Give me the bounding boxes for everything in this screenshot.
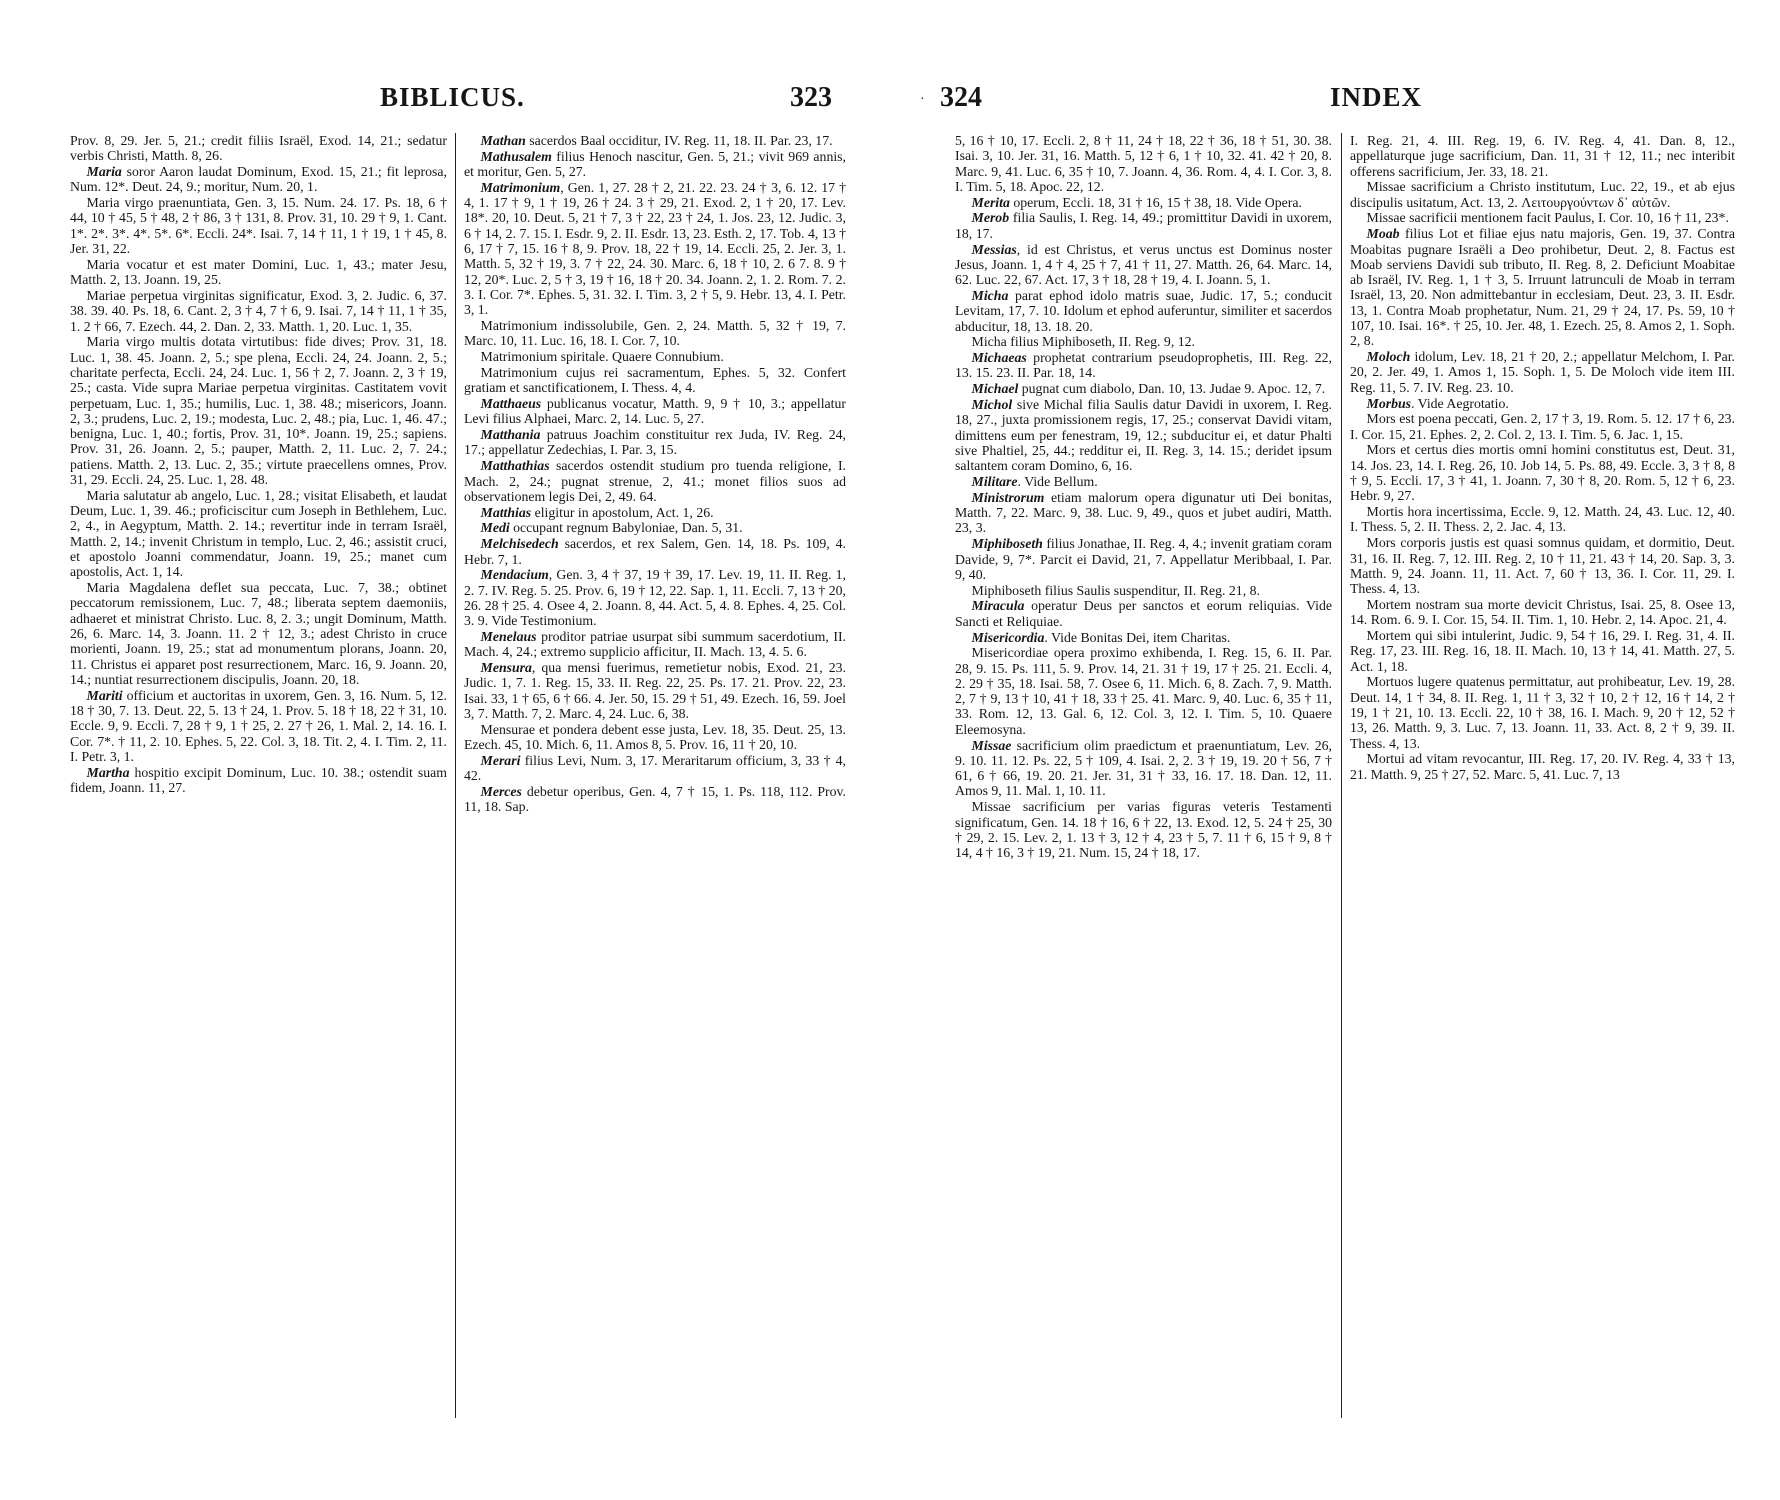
index-entry [464, 722, 846, 753]
running-head-title: INDEX [1330, 82, 1423, 112]
entry-text: prophetat contrarium pseudoprophetis, III. Reg. 22, 13. 15. 23. II. Par. 18, 14. [955, 350, 1332, 381]
index-entry [955, 738, 1332, 799]
entry-text: . Vide Bellum. [1017, 474, 1098, 490]
entry-text: filia Saulis, I. Reg. 14, 49.; promittitur Davidi in uxorem, 18, 17. [955, 210, 1332, 241]
entry-text: patruus Joachim constituitur rex Juda, IV. Reg. 24, 17.; appellatur Zedechias, I. Par. 3, 15. [464, 427, 846, 458]
index-entry [955, 334, 1332, 349]
index-column [955, 133, 1332, 1423]
index-entry [1350, 674, 1735, 750]
index-entry [955, 645, 1332, 737]
index-entry [70, 195, 447, 256]
index-entry [955, 536, 1332, 582]
index-entry [955, 350, 1332, 381]
entry-headword: Ministrorum [971, 489, 1045, 505]
entry-headword: Mensura [480, 660, 532, 676]
entry-text: Mortui ad vitam revocantur, III. Reg. 17, 20. IV. Reg. 4, 33 † 13, 21. Matth. 9, 25 † 27, 52. Marc. 5, 41. Luc. 7, 13 [1350, 751, 1735, 782]
index-entry [464, 396, 846, 427]
entry-text: Matrimonium cujus rei sacramentum, Ephes. 5, 32. Confert gratiam et sanctificationem, I. Thess. 4, 4. [464, 364, 846, 396]
index-entry [1350, 349, 1735, 395]
entry-text: Mortis hora incertissima, Eccle. 9, 12. Matth. 24, 43. Luc. 12, 40. I. Thess. 5, 2. II. Thess. 2, 2. Jac. 4, 13. [1350, 504, 1735, 535]
entry-text: Missae sacrificii mentionem facit Paulus, I. Cor. 10, 16 † 11, 23*. [1366, 210, 1729, 226]
index-entry [70, 164, 447, 195]
index-entry [464, 660, 846, 721]
entry-text: . Vide Bonitas Dei, item Charitas. [1044, 629, 1231, 645]
index-entry [464, 567, 846, 628]
index-entry [955, 195, 1332, 210]
entry-text: occupant regnum Babyloniae, Dan. 5, 31. [509, 520, 743, 536]
entry-text: Maria vocatur et est mater Domini, Luc. 1, 43.; mater Jesu, Matth. 2, 13. Joann. 19, 25. [70, 256, 447, 288]
entry-text: officium et auctoritas in uxorem, Gen. 3, 16. Num. 5, 12. 18 † 30, 7. 13. Deut. 22, 5. 13 † 24, 1. Prov. 5. 18 † 18, 22 † 31, 10. Eccle. 9, 9. Eccli. 7, 28 † 9, 1 † 25, 2. 27 † 26, 1. Mal. 2, 14. 16. I. Cor. 7*. † 11, 2. 10. Ephes. 5, 22. Col. 3, 18. Tit. 2, 4. I. Tim. 2, 11. I. Petr. 3, 1. [70, 687, 447, 764]
entry-headword: Missae [971, 737, 1012, 753]
index-entry [70, 133, 447, 164]
entry-text: debetur operibus, Gen. 4, 7 † 15, 1. Ps. 118, 112. Prov. 11, 18. Sap. [464, 783, 846, 815]
index-entry [955, 397, 1332, 473]
index-entry [955, 799, 1332, 860]
entry-headword: Martha [86, 764, 130, 780]
entry-text: sacerdos ostendit studium pro tuenda religione, I. Mach. 2, 24.; pugnat strenue, 2, 41.; monet filios suos ad observationem legis Dei, 2, 49. 64. [464, 458, 846, 504]
running-head-title: BIBLICUS. [380, 82, 525, 112]
entry-headword: Morbus [1366, 395, 1412, 411]
entry-text: Mortem nostram sua morte devicit Christus, Isai. 25, 8. Osee 13, 14. Rom. 6. 9. I. Cor. 15, 54. II. Tim. 1, 10. Hebr. 2, 14. Apoc. 21, 4. [1350, 596, 1735, 628]
entry-headword: Matrimonium [480, 179, 561, 195]
index-entry [464, 180, 846, 318]
index-entry [70, 288, 447, 334]
entry-headword: Mathan [480, 133, 526, 148]
index-entry [464, 365, 846, 396]
index-entry [464, 753, 846, 784]
entry-text: Micha filius Miphiboseth, II. Reg. 9, 12. [971, 334, 1195, 350]
entry-text: , Gen. 1, 27. 28 † 2, 21. 22. 23. 24 † 3, 6. 12. 17 † 4, 1. 17 † 9, 1 † 19, 26 † 24. 3 † 29, 21. Exod. 2, 1 † 20, 17. Lev. 18*. 20, 10. Deut. 5, 21 † 7, 3 † 22, 23 † 24, 1. Jos. 23, 12. Judic. 3, 6 † 14, 2. 7. 15. I. Esdr. 9, 2. II. Esdr. 13, 23. Esth. 2, 17. Tob. 4, 13 † 6, 17 † 7, 15. 16 † 8, 9. Prov. 18, 22 † 19, 14. Eccli. 25, 2. Jer. 3, 1. Matth. 5, 32 † 19, 3. 7 † 22, 24. 30. Marc. 6, 18 † 10, 2. 6 7. 8. 9 † 12, 20*. Luc. 2, 5 † 3, 19 † 16, 18 † 20. 34. Joann. 2, 1. 2. Rom. 7. 2. 3. I. Cor. 7*. Ephes. 5, 31. 32. I. Tim. 3, 2 † 5, 9. Hebr. 13, 4. I. Petr. 3, 1. [464, 179, 846, 318]
entry-text: Miphiboseth filius Saulis suspenditur, II. Reg. 21, 8. [971, 582, 1260, 598]
entry-text: parat ephod idolo matris suae, Judic. 17, 5.; conducit Levitam, 17, 7. 10. Idolum et ephod auferuntur, similiter et sacerdos abducitur, 18, 13. 18. 20. [955, 287, 1332, 334]
entry-headword: Micha [971, 287, 1009, 303]
entry-text: publicanus vocatur, Matth. 9, 9 † 10, 3.; appellatur Levi filius Alphaei, Marc. 2, 14. Luc. 5, 27. [464, 396, 846, 427]
entry-text: filius Levi, Num. 3, 17. Meraritarum officium, 3, 33 † 4, 42. [464, 752, 846, 784]
index-entry [955, 490, 1332, 536]
entry-headword: Merces [480, 783, 522, 799]
entry-headword: Medi [480, 520, 510, 536]
index-entry [70, 334, 447, 487]
index-entry [464, 149, 846, 180]
entry-headword: Matthaeus [480, 396, 542, 412]
entry-text: sacerdos, et rex Salem, Gen. 14, 18. Ps. 109, 4. Hebr. 7, 1. [464, 536, 846, 567]
index-entry [1350, 411, 1735, 442]
entry-headword: Michol [971, 397, 1013, 413]
index-entry [1350, 628, 1735, 674]
entry-headword: Merita [971, 194, 1010, 210]
page-number: 323 [790, 82, 832, 113]
entry-text: Maria virgo multis dotata virtutibus: fide dives; Prov. 31, 18. Luc. 1, 38. 45. Joann. 2, 5.; spe plena, Eccli. 24, 24. Joann. 2, 5.; charitate perfecta, Eccli. 24, 24. Luc. 1, 56 † 2, 7. Joann. 2, 3 † 19, 25.; casta. Vide supra Mariae perpetua virginitas. Castitatem vovit perpetuam, Luc. 1, 35.; humilis, Luc. 1, 38. 48.; misericors, Joann. 2, 3.; prudens, Luc. 2, 19.; modesta, Luc. 2, 48.; pia, Luc. 1, 46. 47.; benigna, Luc. 1, 40.; fortis, Prov. 31, 10*. Joann. 19, 25.; sapiens. Prov. 31, 26. Joann. 2, 5.; pauper, Matth. 2, 11. Luc. 2, 7. 24.; patiens. Matth. 2, 13. Luc. 2, 35.; virtute praecellens omnes, Prov. 31, 29. Eccli. 24, 25. Luc. 1, 28. 48. [70, 334, 447, 488]
entry-text: , qua mensi fuerimus, remetietur nobis, Exod. 21, 23. Judic. 1, 7. 1. Reg. 15, 33. II. Reg. 22, 25. Ps. 17. 21. Prov. 22, 23. Isai. 33, 1 † 65, 6 † 66. 4. Jer. 50, 15. 29 † 51, 49. Ezech. 16, 59. Joel 3, 7. Matth. 7, 2. Marc. 4, 24. Luc. 6, 38. [464, 660, 846, 721]
entry-headword: Moab [1366, 226, 1400, 242]
index-column [1350, 133, 1735, 1423]
entry-text: Missae sacrificium a Christo institutum, Luc. 22, 19., et ab ejus discipulis usitatum, Act. 13, 2. Λειτουργούντων δ᾽ αὐτῶν. [1350, 179, 1735, 210]
index-entry [1350, 396, 1735, 411]
entry-text: Mors et certus dies mortis omni homini constitutus est, Deut. 31, 14. Jos. 23, 14. I. Reg. 26, 10. Job 14, 5. Ps. 88, 49. Eccle. 3, 3 † 8, 8 † 9, 5. Eccli. 17, 3 † 41, 1. Joann. 7, 30 † 8, 20. Rom. 5, 12 † 6, 23. Hebr. 9, 27. [1350, 442, 1735, 504]
entry-text: proditor patriae usurpat sibi summum sacerdotium, II. Mach. 4, 24.; extremo supplicio afficitur, II. Mach. 13, 4. 5. 6. [464, 629, 846, 660]
index-entry [1350, 210, 1735, 225]
entry-text: Mensurae et pondera debent esse justa, Lev. 18, 35. Deut. 25, 13. Ezech. 45, 10. Mich. 6, 11. Amos 8, 5. Prov. 16, 11 † 20, 10. [464, 721, 846, 753]
index-entry [464, 133, 846, 148]
column-rule [1341, 133, 1342, 1418]
index-entry [1350, 226, 1735, 348]
entry-text: , Gen. 3, 4 † 37, 19 † 39, 17. Lev. 19, 11. II. Reg. 1, 2. 7. IV. Reg. 5. 25. Prov. 6, 19 † 12, 22. Sap. 1, 11. Eccli. 7, 13 † 20, 26. 28 † 25. 4. Osee 4, 2. Joann. 8, 44. Act. 5, 4. 8. Ephes. 4, 25. Col. 3. 9. Vide Testimonium. [464, 567, 846, 629]
entry-headword: Mariti [86, 687, 123, 703]
index-entry [464, 629, 846, 660]
entry-headword: Matthias [480, 504, 532, 520]
index-entry [955, 474, 1332, 489]
index-entry [1350, 179, 1735, 210]
index-entry [1350, 535, 1735, 596]
index-entry [464, 505, 846, 520]
entry-headword: Menelaus [480, 629, 537, 644]
entry-text: filius Lot et filiae ejus natu majoris, Gen. 19, 37. Contra Moabitas pugnare Israëli a Deo prohibetur, Deut. 2, 8. Factus est Moab serviens Davidi sub tributo, II. Reg. 8, 2. Deficiunt Moabitae ab Israël, IV. Reg. 1, 1 † 3, 5. Irruunt latrunculi de Moab in terram Israël, 13, 20. Non admittebantur in ecclesiam, Deut. 23, 3. II. Esdr. 13, 1. Contra Moab prophetatur, Num. 21, 29 † 24, 17. Ps. 59, 10 † 107, 10. Isai. 16*. † 25, 10. Jer. 48, 1. Ezech. 25, 8. Amos 2, 1. Soph. 2, 8. [1350, 226, 1735, 349]
index-column [464, 133, 846, 1423]
entry-text: Prov. 8, 29. Jer. 5, 21.; credit filiis Israël, Exod. 14, 21.; sedatur verbis Christi, Matth. 8, 26. [70, 133, 447, 164]
index-entry [955, 288, 1332, 334]
page-mark: · [920, 92, 925, 107]
entry-text: sacerdos Baal occiditur, IV. Reg. 11, 18. II. Par. 23, 17. [525, 133, 833, 148]
index-entry [70, 688, 447, 764]
index-entry [955, 630, 1332, 645]
entry-text: Mortem qui sibi intulerint, Judic. 9, 54 † 16, 29. I. Reg. 31, 4. II. Reg. 17, 23. III. Reg. 16, 18. II. Mach. 10, 13 † 14, 41. Matth. 27, 5. Act. 1, 18. [1350, 628, 1735, 674]
entry-headword: Misericordia [971, 629, 1045, 645]
entry-text: idolum, Lev. 18, 21 † 20, 2.; appellatur Melchom, I. Par. 20, 2. Jer. 49, 1. Amos 1, 15. Soph. 1, 5. De Moloch vide item III. Reg. 11, 5. 7. IV. Reg. 23. 10. [1350, 349, 1735, 395]
entry-headword: Mendacium [480, 567, 549, 583]
index-entry [464, 349, 846, 364]
index-entry [1350, 504, 1735, 535]
index-column [70, 133, 447, 1423]
entry-text: Misericordiae opera proximo exhibenda, I. Reg. 15, 6. II. Par. 28, 9. 15. Ps. 111, 5. 9. Prov. 14, 21. 31 † 19, 17 † 25. 21. Eccli. 4, 2. 29 † 35, 18. Isai. 58, 7. Osee 6, 11. Mich. 6, 8. Zach. 7, 9. Matth. 2, 7 † 9, 13 † 10, 41 † 18, 33 † 25. 41. Marc. 9, 40. Luc. 6, 35 † 11, 33. Rom. 12, 13. Gal. 6, 12. Col. 3, 12. I. Tim. 5, 10. Quaere Eleemosyna. [955, 645, 1332, 737]
entry-text: sacrificium olim praedictum et praenuntiatum, Lev. 26, 9. 10. 11. 12. Ps. 22, 5 † 109, 4. Isai. 2, 2. 3 † 19, 19. 20 † 56, 7 † 61, 6 † 66, 19. 20. 21. Jer. 31, 31 † 33, 16. 17. 18. Dan. 12, 11. Amos 9, 11. Mal. 1, 10. 11. [955, 737, 1332, 799]
index-entry [955, 242, 1332, 288]
index-entry [1350, 751, 1735, 782]
entry-text: etiam malorum opera digunatur uti Dei bonitas, Matth. 7, 22. Marc. 9, 38. Luc. 9, 49., quos et jubet audiri, Matth. 23, 3. [955, 489, 1332, 536]
index-entry [464, 784, 846, 815]
entry-headword: Miphiboseth [971, 536, 1043, 552]
entry-text: Matrimonium spiritale. Quaere Connubium. [480, 349, 724, 365]
index-entry [1350, 597, 1735, 628]
entry-text: Mors est poena peccati, Gen. 2, 17 † 3, 19. Rom. 5. 12. 17 † 6, 23. I. Cor. 15, 21. Ephes. 2, 2. Col. 2, 13. I. Tim. 5, 6. Jac. 1, 15. [1350, 411, 1735, 442]
entry-headword: Mathusalem [480, 148, 552, 164]
index-entry [464, 427, 846, 458]
page-number: 324 [940, 82, 982, 113]
index-entry [464, 318, 846, 349]
entry-headword: Matthathias [480, 458, 550, 474]
index-entry [70, 488, 447, 580]
entry-text: filius Henoch nascitur, Gen. 5, 21.; vivit 969 annis, et moritur, Gen. 5, 27. [464, 148, 846, 180]
entry-text: , id est Christus, et verus unctus est Dominus noster Jesus, Joann. 1, 4 † 4, 25 † 7, 41 † 11, 27. Matth. 26, 64. Marc. 14, 62. Luc. 22, 67. Act. 17, 3 † 18, 28 † 19, 4. I. Joann. 5, 1. [955, 241, 1332, 288]
entry-text: Maria salutatur ab angelo, Luc. 1, 28.; visitat Elisabeth, et laudat Deum, Luc. 1, 39. 46.; proficiscitur cum Joseph in Bethlehem, Luc. 2, 4., in Aegyptum, Matth. 2. 14.; revertitur inde in terram Israël, Matth. 2, 14.; invenit Christum in templo, Luc. 2, 46.; assistit cruci, et apostolo Joanni commendatur, Joann. 19, 25.; manet cum apostolis, Act. 1, 14. [70, 487, 447, 580]
entry-text: pugnat cum diabolo, Dan. 10, 13. Judae 9. Apoc. 12, 7. [1018, 381, 1326, 397]
entry-headword: Militare [971, 474, 1018, 490]
index-entry [1350, 442, 1735, 503]
entry-text: . Vide Aegrotatio. [1411, 395, 1509, 411]
entry-headword: Merob [971, 210, 1010, 226]
entry-text: I. Reg. 21, 4. III. Reg. 19, 6. IV. Reg. 4, 41. Dan. 8, 12., appellaturque juge sacrificium, Dan. 11, 31 † 12, 11.; nec interibit offerens sacrificium, Jer. 33, 18. 21. [1350, 133, 1735, 179]
index-entry [70, 765, 447, 796]
index-entry [464, 458, 846, 504]
entry-text: Maria virgo praenuntiata, Gen. 3, 15. Num. 24. 17. Ps. 18, 6 † 44, 10 † 45, 5 † 48, 2 † 86, 3 † 131, 8. Prov. 31, 10. 29 † 9, 1. Cant. 1*. 2*. 3*. 4*. 5*. 6*. Eccli. 24*. Isai. 7, 14 † 11, 1 † 19, 1 † 45, 8. Jer. 31, 22. [70, 195, 447, 257]
index-entry [464, 536, 846, 567]
index-entry [1350, 133, 1735, 179]
index-entry [955, 598, 1332, 629]
entry-headword: Messias [971, 241, 1017, 257]
entry-headword: Melchisedech [480, 536, 559, 552]
entry-text: soror Aaron laudat Dominum, Exod. 15, 21.; fit leprosa, Num. 12*. Deut. 24, 9.; moritur, Num. 20, 1. [70, 164, 447, 195]
index-entry [70, 580, 447, 687]
entry-text: Mortuos lugere quatenus permittatur, aut prohibeatur, Lev. 19, 28. Deut. 14, 1 † 34, 8. II. Reg. 1, 11 † 3, 32 † 10, 2 † 12, 16 † 14, 2 † 19, 1 † 21, 10. 13. Eccli. 22, 10 † 38, 16. I. Mach. 9, 20 † 12, 52 † 13, 26. Matth. 9, 3. Luc. 7, 13. Joann. 11, 33. Act. 8, 2 † 9, 39. II. Thess. 4, 13. [1350, 674, 1735, 751]
entry-text: operatur Deus per sanctos et eorum reliquias. Vide Sancti et Reliquiae. [955, 598, 1332, 629]
entry-text: Maria Magdalena deflet sua peccata, Luc. 7, 38.; obtinet peccatorum remissionem, Luc. 7, 48.; liberata septem daemoniis, adhaeret et ministrat Christo. Luc. 8, 2. 3.; ungit Dominum, Matth. 26, 6. Marc. 14, 3. Joann. 11. 2 † 12, 3.; adest Christo in cruce morienti, Joann. 19, 25.; stat ad monumentum plorans, Joann. 20, 11. Christus ei apparet post resurrectionem, Marc. 16, 9. Joann. 20, 14.; nuntiat resurrectionem discipulis, Joann. 20, 18. [70, 580, 447, 687]
entry-text: eligitur in apostolum, Act. 1, 26. [531, 504, 714, 520]
entry-text: Mariae perpetua virginitas significatur, Exod. 3, 2. Judic. 6, 37. 38. 39. 40. Ps. 18, 6. Cant. 2, 3 † 4, 7 † 6, 9. Isai. 7, 14 † 11, 1 † 35, 1. 2 † 66, 7. Ezech. 44, 2. Dan. 2, 33. Matth. 1, 20. Luc. 1, 35. [70, 287, 447, 334]
index-entry [955, 210, 1332, 241]
entry-text: operum, Eccli. 18, 31 † 16, 15 † 38, 18. Vide Opera. [1009, 194, 1302, 210]
left-page [0, 0, 870, 1500]
running-head [940, 82, 1780, 122]
index-entry [955, 381, 1332, 396]
entry-text: sive Michal filia Saulis datur Davidi in uxorem, I. Reg. 18, 27., juxta promissionem regis, 17, 25.; conservat Davidi vitam, dimittens eum per fenestram, 19, 12.; subducitur ei, et datur Phalti sive Phaltiel, 25, 44.; redditur ei, II. Reg. 3, 14. 15.; deridet ipsum saltantem coram Domino, 6, 16. [955, 397, 1332, 474]
entry-headword: Merari [480, 752, 521, 768]
index-entry [955, 133, 1332, 194]
right-page [920, 0, 1780, 1500]
entry-headword: Maria [86, 164, 122, 180]
entry-headword: Miracula [971, 598, 1025, 614]
index-entry [464, 520, 846, 535]
entry-headword: Matthania [480, 427, 541, 443]
index-entry [955, 583, 1332, 598]
entry-text: filius Jonathae, II. Reg. 4, 4.; invenit gratiam coram Davide, 9, 7*. Parcit ei David, 21, 7. Appellatur Meribbaal, I. Par. 9, 40. [955, 536, 1332, 582]
entry-text: hospitio excipit Dominum, Luc. 10. 38.; ostendit suam fidem, Joann. 11, 27. [70, 764, 447, 795]
entry-text: Mors corporis justis est quasi somnus quidam, et dormitio, Deut. 31, 16. II. Reg. 7, 12. III. Reg. 2, 10 † 11, 21. 43 † 14, 20. Sap. 3, 3. Matth. 9, 24. Joann. 11, 11. Act. 7, 60 † 13, 36. I. Cor. 11, 29. I. Thess. 4, 13. [1350, 535, 1735, 597]
entry-text: 5, 16 † 10, 17. Eccli. 2, 8 † 11, 24 † 18, 22 † 36, 18 † 51, 30. 38. Isai. 3, 10. Jer. 31, 16. Matth. 5, 12 † 6, 1 † 10, 32. 41. 42 † 20, 8. Marc. 9, 41. Luc. 6, 35 † 10, 7. Joann. 4, 36. Rom. 4, 4. I. Cor. 3, 8. I. Tim. 5, 18. Apoc. 22, 12. [955, 133, 1332, 194]
running-head [0, 82, 870, 122]
entry-text: Missae sacrificium per varias figuras veteris Testamenti significatum, Gen. 14. 18 † 16, 6 † 22, 13. Exod. 12, 5. 24 † 25, 30 † 29, 2. 15. Lev. 2, 1. 13 † 3, 12 † 4, 23 † 5, 7. 11 † 6, 15 † 9, 8 † 14, 4 † 16, 3 † 19, 21. Num. 15, 24 † 18, 17. [955, 799, 1332, 861]
entry-headword: Michaeas [971, 350, 1027, 366]
entry-headword: Moloch [1366, 349, 1411, 365]
entry-text: Matrimonium indissolubile, Gen. 2, 24. Matth. 5, 32 † 19, 7. Marc. 10, 11. Luc. 16, 18. I. Cor. 7, 10. [464, 318, 846, 349]
index-entry [70, 257, 447, 288]
column-rule [455, 133, 456, 1418]
entry-headword: Michael [971, 381, 1019, 397]
